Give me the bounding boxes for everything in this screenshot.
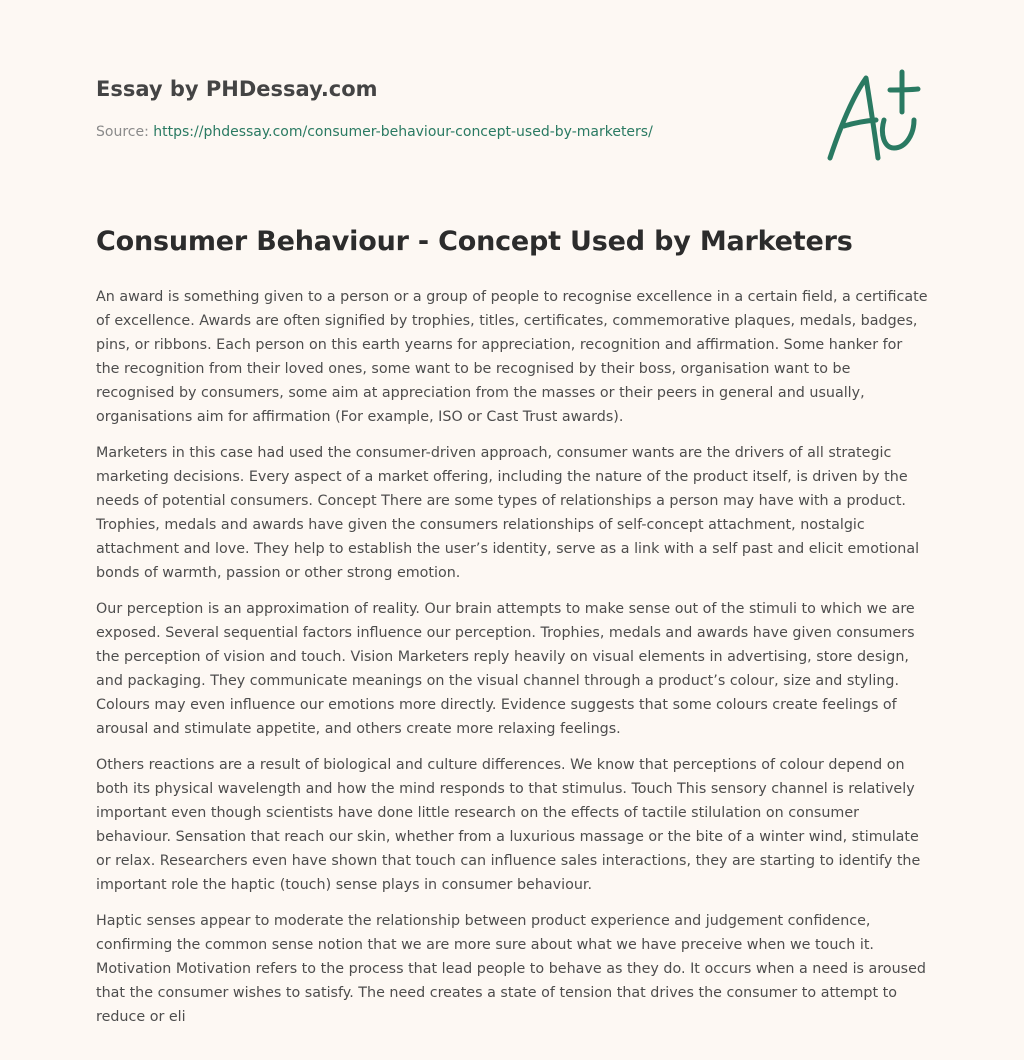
source-line xyxy=(96,124,653,140)
source-label: Source: xyxy=(96,124,149,140)
source-link[interactable]: https://phdessay.com/consumer-behaviour-concept-used-by-marketers/ xyxy=(153,124,653,140)
paragraph: Haptic senses appear to moderate the relationship between product experience and judgement confidence, confirming the common sense notion that we are more sure about what we have preceive when we touch it. Motivation Motivation refers to the process that lead people to behave as they do. It occurs when a need is aroused that the consumer wishes to satisfy. The need creates a state of tension that drives the consumer to attempt to reduce or eli xyxy=(96,913,927,1025)
paragraph: Our perception is an approximation of reality. Our brain attempts to make sense out of the stimuli to which we are exposed. Several sequential factors influence our perception. Trophies, medals and awards have given consumers the perception of vision and touch. Vision Marketers reply heavily on visual elements in advertising, store design, and packaging. They communicate meanings on the visual channel through a product’s colour, size and styling. Colours may even influence our emotions more directly. Evidence suggests that some colours create feelings of arousal and stimulate appetite, and others create more relaxing feelings. xyxy=(96,601,915,737)
paragraph: Marketers in this case had used the consumer-driven approach, consumer wants are the drivers of all strategic marketing decisions. Every aspect of a market offering, including the nature of the product itself, is driven by the needs of potential consumers. Concept There are some types of relationships a person may have with a product. Trophies, medals and awards have given the consumers relationships of self-concept attachment, nostalgic attachment and love. They help to establish the user’s identity, serve as a link with a self past and elicit emotional bonds of warmth, passion or other strong emotion. xyxy=(96,445,920,581)
document-body xyxy=(96,285,928,1041)
document-title: Consumer Behaviour - Concept Used by Marketers xyxy=(96,226,853,257)
a-plus-logo-icon xyxy=(822,68,926,164)
site-title: Essay by PHDessay.com xyxy=(96,77,378,101)
paragraph: Others reactions are a result of biological and culture differences. We know that perceptions of colour depend on both its physical wavelength and how the mind responds to that stimulus. Touch This sensory channel is relatively important even though scientists have done little research on the effects of tactile stilulation on consumer behaviour. Sensation that reach our skin, whether from a luxurious massage or the bite of a winter wind, stimulate or relax. Researchers even have shown that touch can influence sales interactions, they are starting to identify the important role the haptic (touch) sense plays in consumer behaviour. xyxy=(96,757,921,893)
page-header xyxy=(96,0,928,200)
paragraph: An award is something given to a person or a group of people to recognise excellence in a certain field, a certificate of excellence. Awards are often signified by trophies, titles, certificates, commemorative plaques, medals, badges, pins, or ribbons. Each person on this earth yearns for appreciation, recognition and affirmation. Some hanker for the recognition from their loved ones, some want to be recognised by their boss, organisation want to be recognised by consumers, some aim at appreciation from the masses or their peers in general and usually, organisations aim for affirmation (For example, ISO or Cast Trust awards). xyxy=(96,289,928,425)
